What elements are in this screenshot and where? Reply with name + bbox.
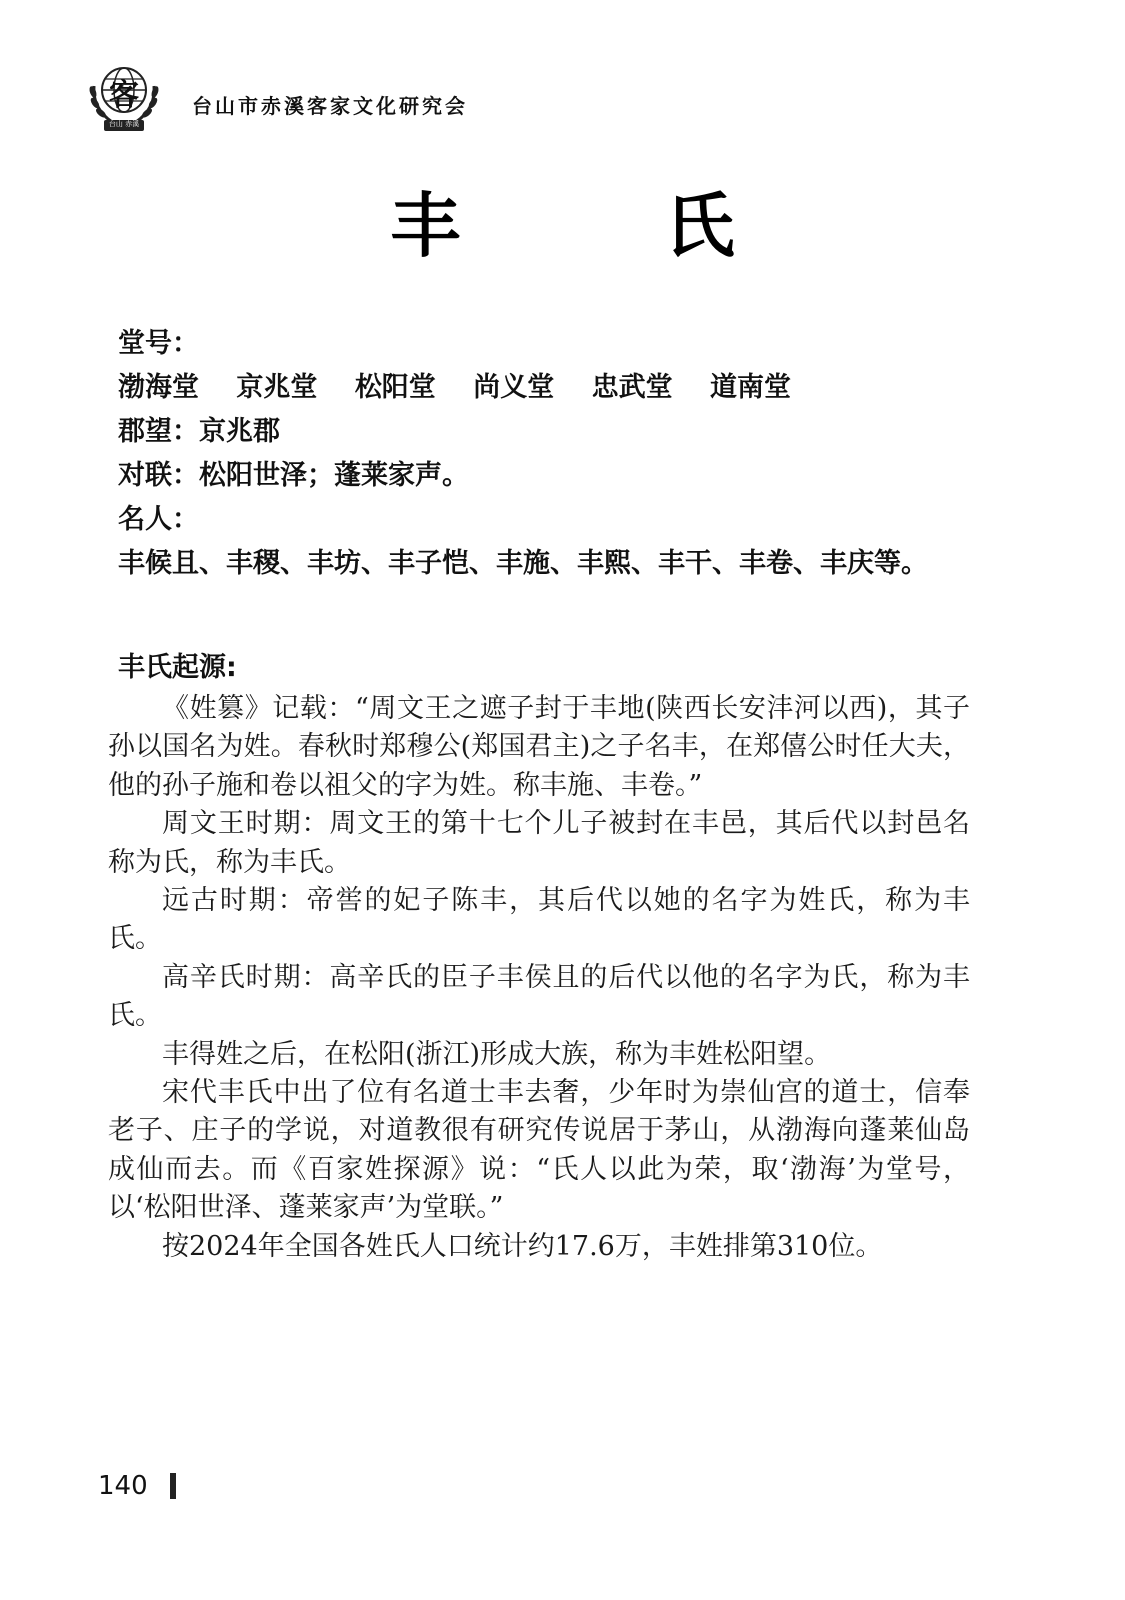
organization-name: 台山市赤溪客家文化研究会 [192,94,468,118]
origin-paragraph: 《姓篡》记载：“周文王之遮子封于丰地(陕西长安沣河以西)，其子孙以国名为姓。春秋时郑穆公(郑国君主)之子名丰，在郑僖公时任大夫，他的孙子施和卷以祖父的字为姓。称丰施、丰卷。” [108,693,970,801]
hall-list [118,366,998,410]
hall-name: 京兆堂 [236,372,318,403]
origin-paragraph: 丰得姓之后，在松阳(浙江)形成大族，称为丰姓松阳望。 [162,1038,832,1070]
celebs-label: 名人： [118,504,199,535]
origin-paragraph: 远古时期：帝喾的妃子陈丰，其后代以她的名字为姓氏，称为丰氏。 [108,885,970,955]
hall-label: 堂号： [118,328,199,359]
hall-name: 尚义堂 [473,372,555,403]
origin-paragraph: 周文王时期：周文王的第十七个儿子被封在丰邑，其后代以封邑名称为氏，称为丰氏。 [108,808,970,878]
hall-name: 松阳堂 [354,372,436,403]
surname-info [118,322,998,586]
hall-name: 渤海堂 [118,372,199,403]
page-number: 140 [98,1470,148,1501]
hall-name: 忠武堂 [591,372,673,403]
page-title: 丰 氏 [390,184,825,267]
hall-name: 道南堂 [710,372,792,403]
page-footer [98,1470,176,1506]
origin-paragraph: 高辛氏时期：高辛氏的臣子丰侯且的后代以他的名字为氏，称为丰氏。 [108,961,970,1032]
origin-paragraph: 宋代丰氏中出了位有名道士丰去奢，少年时为崇仙宫的道士，信奉老子、庄子的学说，对道教很有研究传说居于茅山，从渤海向蓬莱仙岛成仙而去。而《百家姓探源》说：“氏人以此为荣，取‘渤海’为堂号，以‘松阳世泽、蓬莱家声’为堂联。” [108,1077,970,1224]
page-header [84,56,584,136]
origin-heading: 丰氏起源: [118,652,237,683]
logo-ribbon-text: 台山 赤溪 [108,120,140,128]
origin-paragraph: 按2024年全国各姓氏人口统计约17.6万，丰姓排第310位。 [162,1230,883,1262]
origin-body [108,690,970,1266]
junwang-line: 郡望：京兆郡 [118,416,280,447]
celebs-list: 丰候且、丰稷、丰坊、丰子恺、丰施、丰熙、丰干、丰卷、丰庆等。 [118,548,928,579]
page-number-bar [170,1473,176,1499]
couplet-line: 对联：松阳世泽；蓬莱家声。 [118,460,469,491]
logo-center-char: 客 [109,78,139,113]
